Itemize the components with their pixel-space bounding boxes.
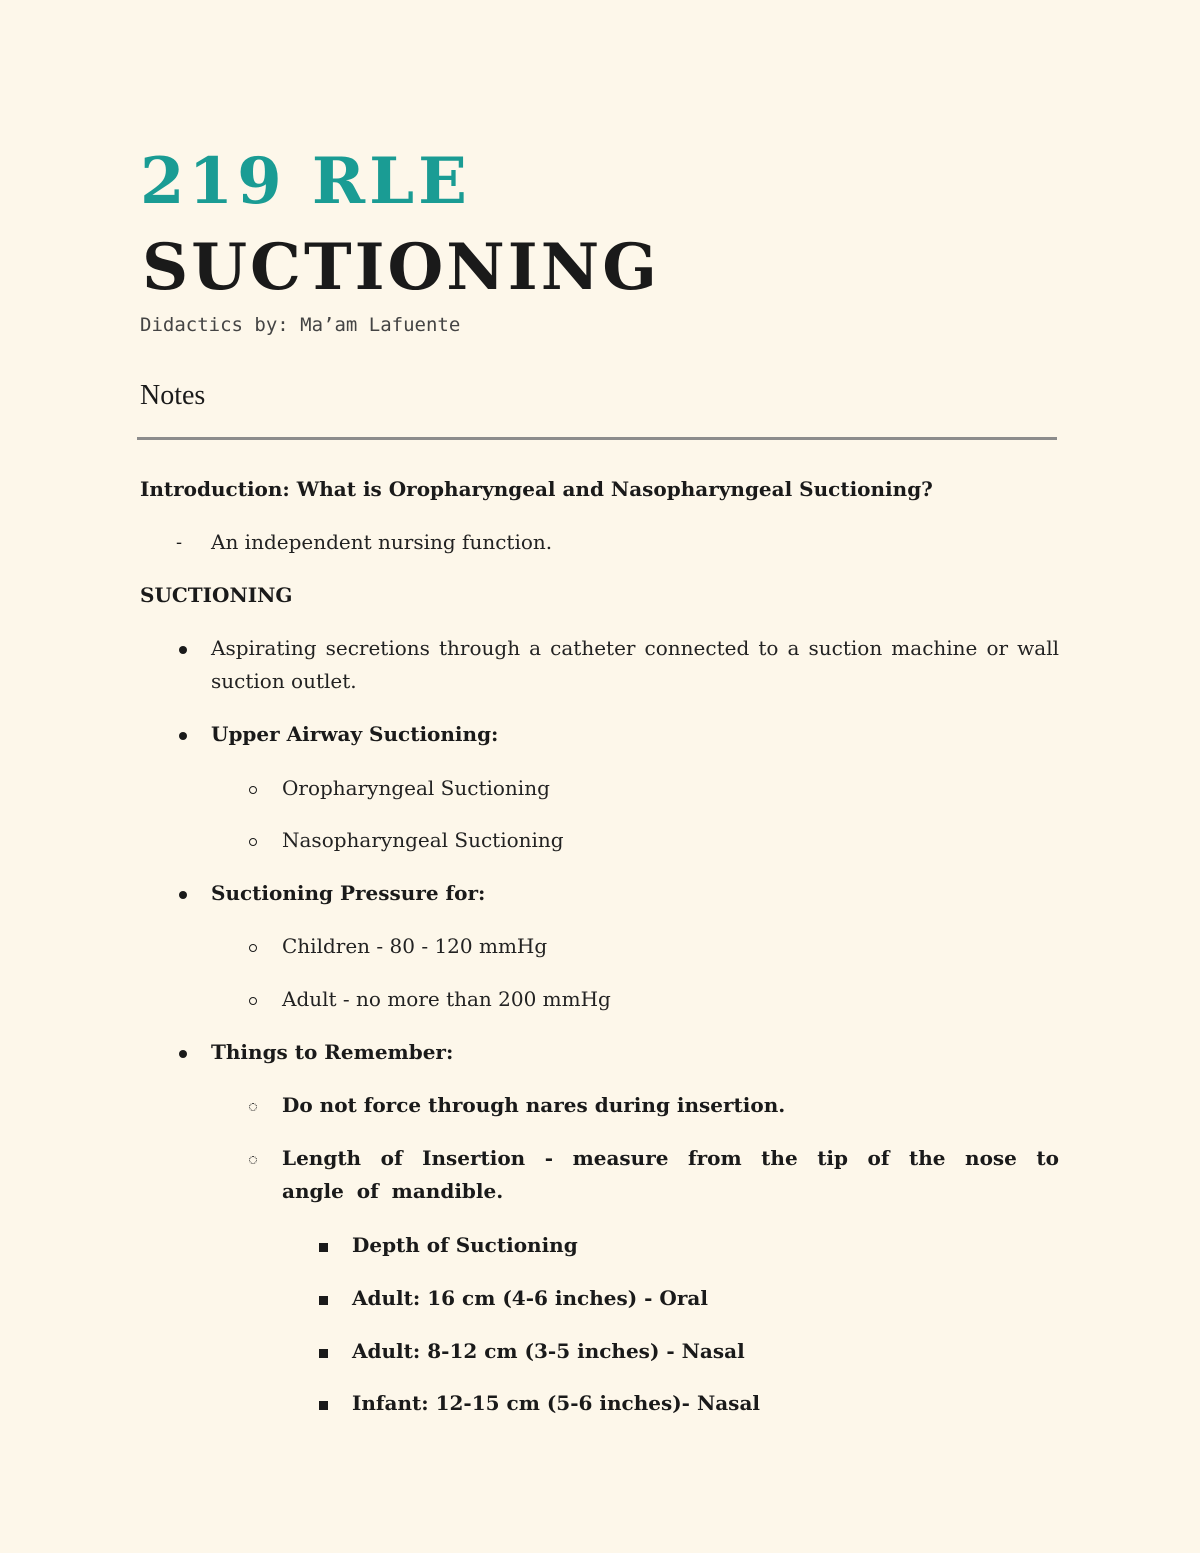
circle-bullet-icon bbox=[249, 838, 257, 846]
depth-item: Adult: 8-12 cm (3-5 inches) - Nasal bbox=[352, 1339, 745, 1363]
suctioning-definition: Aspirating secretions through a catheter connected to a suction machine or wall suction outlet. bbox=[211, 636, 1059, 693]
circle-bullet-icon bbox=[249, 1103, 257, 1111]
suctioning-heading: SUCTIONING bbox=[140, 583, 293, 607]
square-bullet-icon bbox=[319, 1243, 328, 1252]
bullet-icon bbox=[179, 891, 187, 899]
depth-item: Adult: 16 cm (4-6 inches) - Oral bbox=[352, 1286, 708, 1310]
divider bbox=[137, 437, 1057, 440]
depth-item: Depth of Suctioning bbox=[352, 1233, 578, 1257]
list-item: Do not force through nares during insertion. bbox=[282, 1093, 786, 1117]
bullet-icon bbox=[179, 646, 187, 654]
dash-marker: - bbox=[176, 532, 183, 553]
list-item: Oropharyngeal Suctioning bbox=[282, 776, 550, 800]
intro-item: An independent nursing function. bbox=[211, 530, 553, 554]
upper-airway-label: Upper Airway Suctioning: bbox=[211, 722, 499, 746]
remember-label: Things to Remember: bbox=[211, 1040, 454, 1064]
bullet-icon bbox=[179, 732, 187, 740]
course-title: 219 RLE bbox=[140, 144, 471, 219]
square-bullet-icon bbox=[319, 1296, 328, 1305]
square-bullet-icon bbox=[319, 1349, 328, 1358]
pressure-label: Suctioning Pressure for: bbox=[211, 881, 486, 905]
circle-bullet-icon bbox=[249, 1156, 257, 1164]
bullet-icon bbox=[179, 1050, 187, 1058]
topic-title: SUCTIONING bbox=[142, 230, 660, 305]
list-item: Nasopharyngeal Suctioning bbox=[282, 828, 564, 852]
depth-item: Infant: 12-15 cm (5-6 inches)- Nasal bbox=[352, 1391, 760, 1415]
square-bullet-icon bbox=[319, 1401, 328, 1410]
list-item: Adult - no more than 200 mmHg bbox=[282, 987, 611, 1011]
notes-heading: Notes bbox=[140, 380, 206, 411]
intro-heading: Introduction: What is Oropharyngeal and Nasopharyngeal Suctioning? bbox=[140, 477, 933, 501]
circle-bullet-icon bbox=[249, 944, 257, 952]
byline: Didactics by: Ma’am Lafuente bbox=[140, 314, 461, 336]
circle-bullet-icon bbox=[249, 786, 257, 794]
circle-bullet-icon bbox=[249, 997, 257, 1005]
list-item: Length of Insertion - measure from the tip of the nose to angle of mandible. bbox=[282, 1146, 1059, 1203]
list-item: Children - 80 - 120 mmHg bbox=[282, 934, 548, 958]
